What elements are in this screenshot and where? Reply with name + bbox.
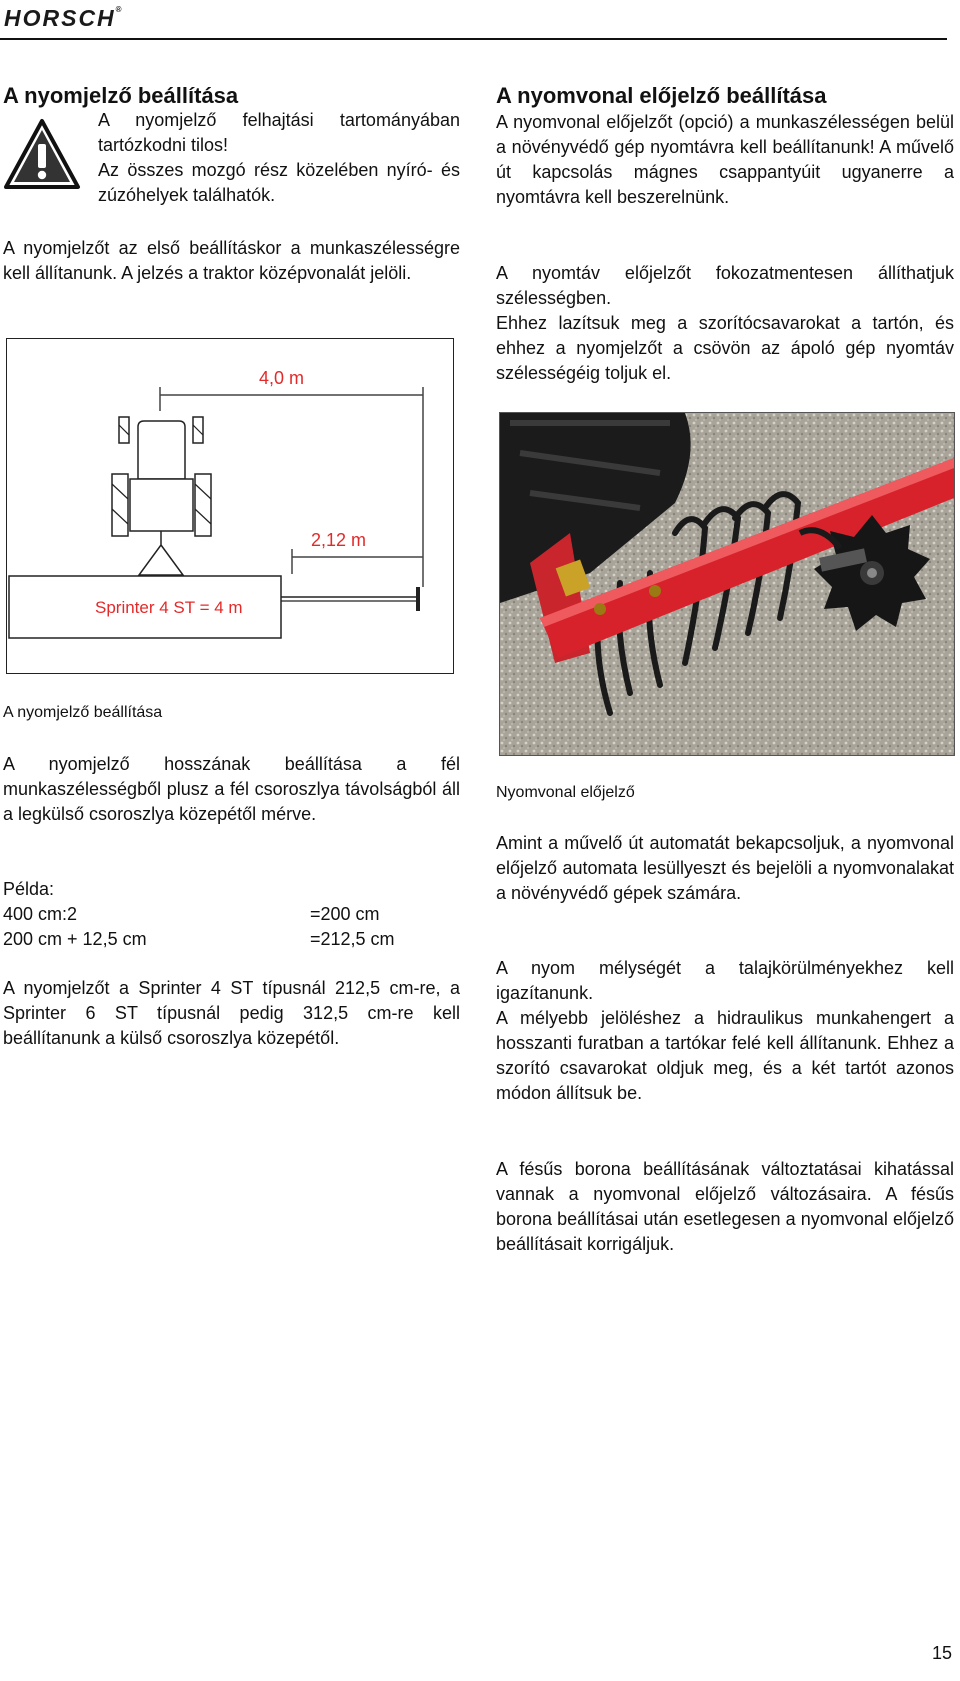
track-marker-diagram	[6, 338, 454, 674]
left-para-2: A nyomjelzőt a Sprinter 4 ST típusnál 212,5 cm-re, a Sprinter 6 ST típusnál pedig 312,5 cm-re kell beállítanunk a külső csoroszlya közepétől.	[3, 978, 460, 1048]
warning-triangle-icon	[3, 118, 81, 190]
page-header	[0, 0, 960, 40]
rear-wheel-right	[195, 474, 211, 536]
page-number: 15	[931, 1643, 952, 1663]
hitch	[139, 531, 183, 575]
example-table	[3, 902, 460, 952]
right-para-2: A nyomtáv előjelzőt fokozatmentesen állíthatjuk szélességben.	[496, 263, 954, 308]
example-label: Példa:	[3, 879, 55, 899]
right-para-6: A mélyebb jelöléshez a hidraulikus munkahengert a hosszanti furatban a tartókar felé kell állítanunk. Ehhez a szorító csavarokat oldjuk meg, és a két tartót azonos módon állítsuk be.	[496, 1008, 954, 1103]
right-section-title: A nyomvonal előjelző beállítása	[496, 83, 827, 108]
diagram-drawing	[7, 339, 455, 675]
example-row: 200 cm + 12,5 cm =212,5 cm	[3, 929, 395, 949]
right-para-3: Ehhez lazítsuk meg a szorítócsavarokat a tartón, és ehhez a nyomjelzőt a csövön az ápoló gép nyomtáv szélességéig toljuk el.	[496, 313, 954, 383]
left-para-1: A nyomjelző hosszának beállítása a fél munkaszélességből plusz a fél csoroszlya távolságból áll a legkülső csoroszlya közepétől mérve.	[3, 754, 460, 824]
header-divider	[0, 38, 947, 40]
right-para-5: A nyom mélységét a talajkörülményekhez kell igazítanunk.	[496, 958, 954, 1003]
machine-label: Sprinter 4 ST = 4 m	[95, 598, 243, 617]
horsch-logo: HORSCH®	[4, 5, 122, 31]
warning-line-2: Az összes mozgó rész közelében nyíró- és zúzóhelyek találhatók.	[98, 160, 460, 205]
left-caption: A nyomjelző beállítása	[3, 704, 163, 721]
example-row: 400 cm:2 =200 cm	[3, 904, 380, 924]
right-para-4: Amint a művelő út automatát bekapcsoljuk, a nyomvonal előjelző automata lesüllyeszt és bejelöli a nyomvonalakat a növényvédő gépek számára.	[496, 833, 954, 903]
tractor-cabin	[130, 479, 193, 531]
marker-disc	[416, 587, 420, 611]
tractor-hood	[138, 421, 185, 479]
right-para-1: A nyomvonal előjelzőt (opció) a munkaszélességen belül a növényvédő gép nyomtávra kell beállítanunk! A művelő út kapcsolás mágnes csappantyúit ugyanerre a nyomtávra kell beszerelnünk.	[496, 112, 954, 207]
right-caption: Nyomvonal előjelző	[496, 784, 635, 801]
warning-line-1: A nyomjelző felhajtási tartományában tartózkodni tilos!	[98, 110, 460, 155]
left-section-title: A nyomjelző beállítása	[3, 83, 239, 108]
warning-text	[98, 108, 460, 208]
width-label: 4,0 m	[259, 368, 305, 388]
left-intro: A nyomjelzőt az első beállításkor a munkaszélességre kell állítanunk. A jelzés a traktor középvonalát jelöli.	[3, 238, 460, 283]
track-marker-photo	[499, 412, 955, 756]
right-para-7: A fésűs borona beállításának változtatásai kihatással vannak a nyomvonal előjelző változásaira. A fésűs borona beállításai után esetlegesen a nyomvonal előjelző beállításait korrigáljuk.	[496, 1159, 954, 1254]
offset-label: 2,12 m	[311, 530, 367, 550]
rear-wheel-left	[112, 474, 128, 536]
